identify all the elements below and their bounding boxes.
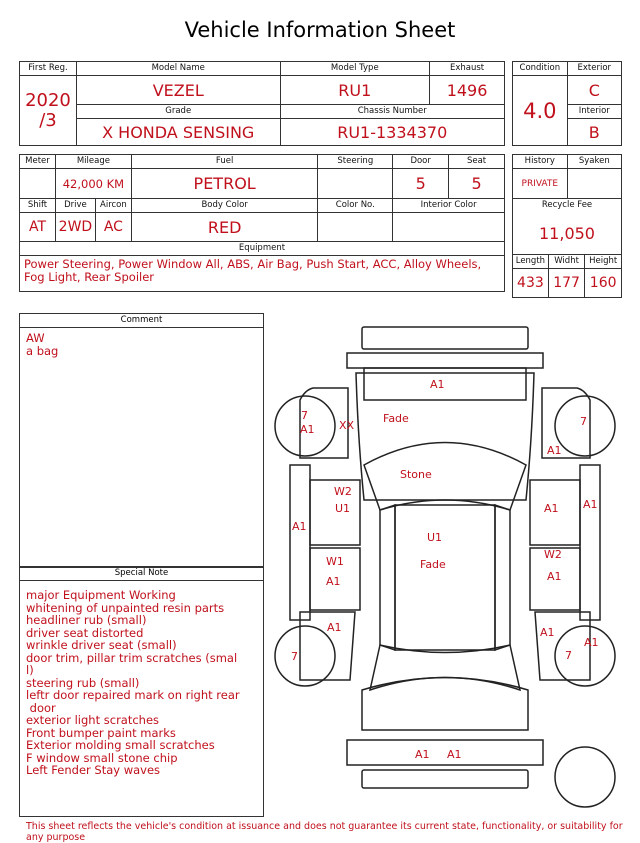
width-label: Widht bbox=[548, 255, 585, 269]
mark-a1-rrdoor: A1 bbox=[547, 570, 562, 583]
mark-w1-left: W1 bbox=[326, 555, 344, 568]
mark-u1-left: U1 bbox=[335, 502, 351, 515]
aircon-label: Aircon bbox=[95, 199, 131, 213]
height-value: 160 bbox=[585, 269, 622, 298]
first-reg-label: First Reg. bbox=[20, 62, 77, 76]
history-value: PRIVATE bbox=[513, 169, 568, 199]
mark-fr-a1: A1 bbox=[547, 444, 562, 457]
disclaimer-footer: This sheet reflects the vehicle's condition at issuance and does not guarantee its current state, functionality, or suitability for any purpose bbox=[26, 821, 623, 843]
mark-rr-wheel-7: 7 bbox=[565, 649, 572, 662]
equipment-label: Equipment bbox=[20, 242, 505, 256]
mark-fade-roof: Fade bbox=[420, 558, 446, 571]
mark-front-a1: A1 bbox=[430, 378, 445, 391]
note-line: driver seat distorted bbox=[26, 625, 144, 640]
note-line: major Equipment Working bbox=[26, 588, 176, 602]
note-line: exterior light scratches bbox=[26, 713, 160, 727]
length-label: Length bbox=[513, 255, 549, 269]
drive-label: Drive bbox=[55, 199, 95, 213]
shift-label: Shift bbox=[20, 199, 56, 213]
mark-right-a1: A1 bbox=[583, 498, 598, 511]
exterior-value: C bbox=[567, 76, 621, 105]
note-line: Exterior molding small scratches bbox=[26, 738, 215, 752]
interior-value: B bbox=[567, 119, 621, 146]
note-line: F window small stone chip bbox=[26, 750, 178, 765]
syaken-label: Syaken bbox=[567, 155, 621, 169]
first-reg-year: 2020 bbox=[25, 89, 71, 111]
history-label: History bbox=[513, 155, 568, 169]
seat-value: 5 bbox=[449, 169, 505, 199]
grade-value: X HONDA SENSING bbox=[76, 119, 280, 146]
mark-left-a1: A1 bbox=[292, 520, 307, 533]
mark-u1-roof: U1 bbox=[427, 531, 443, 544]
exhaust-value: 1496 bbox=[430, 76, 505, 105]
mileage-label: Mileage bbox=[55, 155, 131, 169]
mark-fade-hood: Fade bbox=[383, 412, 409, 425]
drive-value: 2WD bbox=[55, 213, 95, 242]
special-note-label: Special Note bbox=[20, 567, 263, 581]
model-type-label: Model Type bbox=[280, 62, 430, 76]
height-label: Height bbox=[585, 255, 622, 269]
mark-fl-wheel-7: 7 bbox=[301, 409, 308, 422]
comment-line: a bag bbox=[26, 343, 59, 358]
interior-label: Interior bbox=[567, 105, 621, 119]
specs-table bbox=[19, 154, 505, 292]
note-line: wrinkle driver seat (small) bbox=[26, 638, 177, 652]
door-label: Door bbox=[393, 155, 449, 169]
condition-value: 4.0 bbox=[513, 76, 568, 146]
comment-label: Comment bbox=[20, 314, 263, 328]
seat-label: Seat bbox=[449, 155, 505, 169]
color-no-value bbox=[318, 213, 393, 242]
length-value: 433 bbox=[513, 269, 549, 298]
note-line: l) bbox=[26, 663, 34, 677]
mark-rear-a1: A1 bbox=[415, 748, 430, 761]
equipment-value: Power Steering, Power Window All, ABS, Air Bag, Push Start, ACC, Alloy Wheels, Fog Light, Rear Spoiler bbox=[20, 256, 505, 292]
chassis-label: Chassis Number bbox=[280, 105, 505, 119]
comment-box bbox=[19, 313, 264, 568]
mark-stone: Stone bbox=[400, 468, 432, 481]
mark-w2-right: W2 bbox=[544, 548, 562, 561]
mark-rr-wheel-a1: A1 bbox=[584, 636, 599, 649]
note-line: door bbox=[26, 700, 56, 715]
recycle-fee-value: 11,050 bbox=[513, 212, 622, 255]
note-line: headliner rub (small) bbox=[26, 613, 147, 627]
first-reg-month: /3 bbox=[39, 109, 57, 131]
page-title: Vehicle Information Sheet bbox=[184, 18, 456, 42]
note-line: Front bumper paint marks bbox=[26, 725, 176, 740]
mark-fr-wheel-7: 7 bbox=[580, 415, 587, 428]
door-value: 5 bbox=[393, 169, 449, 199]
side-info-table bbox=[512, 154, 622, 298]
interior-color-value bbox=[393, 213, 505, 242]
grade-label: Grade bbox=[76, 105, 280, 119]
aircon-value: AC bbox=[95, 213, 131, 242]
interior-color-label: Interior Color bbox=[393, 199, 505, 213]
fuel-label: Fuel bbox=[131, 155, 318, 169]
mark-a1-rrq: A1 bbox=[540, 626, 555, 639]
meter-value bbox=[20, 169, 56, 199]
meter-label: Meter bbox=[20, 155, 56, 169]
mark-xx: XX bbox=[339, 419, 355, 432]
special-note-box bbox=[19, 566, 264, 817]
mark-rl-wheel-7: 7 bbox=[291, 650, 298, 663]
mark-a1-lrdoor: A1 bbox=[326, 575, 341, 588]
comment-text bbox=[20, 328, 263, 361]
note-line: leftr door repaired mark on right rear bbox=[26, 688, 240, 702]
note-line: Left Fender Stay waves bbox=[26, 763, 161, 777]
main-info-table bbox=[19, 61, 505, 146]
model-name-value: VEZEL bbox=[76, 76, 280, 105]
car-damage-diagram bbox=[270, 318, 620, 818]
exhaust-label: Exhaust bbox=[430, 62, 505, 76]
mark-fl-wheel-a1: A1 bbox=[300, 423, 315, 436]
first-reg-value bbox=[20, 76, 77, 146]
fuel-value: PETROL bbox=[131, 169, 318, 199]
steering-label: Steering bbox=[318, 155, 393, 169]
note-line: door trim, pillar trim scratches (smal bbox=[26, 650, 238, 665]
body-color-value: RED bbox=[131, 213, 318, 242]
condition-table bbox=[512, 61, 622, 146]
color-no-label: Color No. bbox=[318, 199, 393, 213]
exterior-label: Exterior bbox=[567, 62, 621, 76]
model-name-label: Model Name bbox=[76, 62, 280, 76]
chassis-value: RU1-1334370 bbox=[280, 119, 505, 146]
width-value: 177 bbox=[548, 269, 585, 298]
mark-rear-a1: A1 bbox=[447, 748, 462, 761]
syaken-value bbox=[567, 169, 621, 199]
comment-line: AW bbox=[26, 331, 45, 345]
recycle-fee-label: Recycle Fee bbox=[513, 199, 622, 213]
special-note-text bbox=[20, 581, 263, 781]
steering-value bbox=[318, 169, 393, 199]
note-line: steering rub (small) bbox=[26, 675, 140, 690]
note-line: whitening of unpainted resin parts bbox=[26, 600, 225, 615]
condition-label: Condition bbox=[513, 62, 568, 76]
shift-value: AT bbox=[20, 213, 56, 242]
mileage-value: 42,000 KM bbox=[55, 169, 131, 199]
mark-w2-left: W2 bbox=[334, 485, 352, 498]
mark-a1-lrq: A1 bbox=[327, 621, 342, 634]
model-type-value: RU1 bbox=[280, 76, 430, 105]
mark-a1-rfdoor: A1 bbox=[544, 502, 559, 515]
body-color-label: Body Color bbox=[131, 199, 318, 213]
